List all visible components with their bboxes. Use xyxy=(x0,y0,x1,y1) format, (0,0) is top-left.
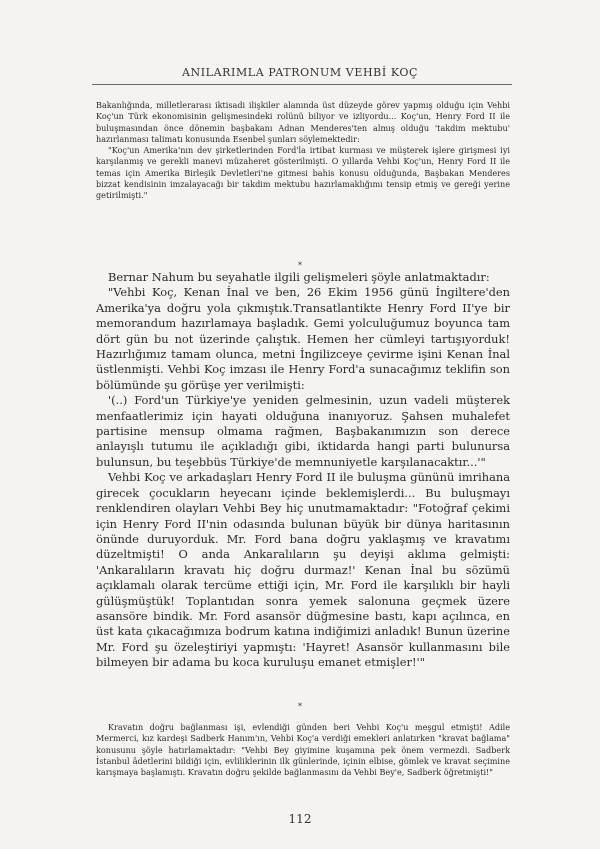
running-header: ANILARIMLA PATRONUM VEHBİ KOÇ xyxy=(181,66,419,79)
bottom-paragraph-1: Kravatın doğru bağlanması işi, evlendiği günden beri Vehbi Koç'u meşgul etmişti! Adile Mermerci, kız kardeşi Sadberk Hanım'ın, Vehbi Koç'a verdiği emekleri anlatırken "kravat bağlama" konusunu şöyle hatırlamaktadır: "Vehbi Bey giyimine kuşamına pek önem vermezdi. Sadberk İstanbul âdetlerini bildiği için, evliliklerinin ilk günlerinde, içinin elbise, gömlek ve kravat seçimine karışmaya başlamıştı. Kravatın doğru şekilde bağlanmasını da Vehbi Bey'e, Sadberk öğretmişti!" xyxy=(96,722,510,778)
main-paragraph-2: "Vehbi Koç, Kenan İnal ve ben, 26 Ekim 1956 günü İngiltere'den Amerika'ya doğru yola çıkmıştık.Transatlantikte Henry Ford II'ye bir memorandum hazırlamaya başladık. Gemi yolculuğumuz boyunca tam dört gün bu not üzerinde çalıştık. Hemen her cümleyi tartışıyorduk! Hazırlığımız tamam olunca, metni İngilizceye çevirme işini Kenan İnal üstlenmişti. Vehbi Koç imzası ile Henry Ford'a sunacağımız teklifin son bölümünde şu görüşe yer verilmişti: xyxy=(96,285,510,392)
main-paragraph-3: '(..) Ford'un Türkiye'ye yeniden gelmesinin, uzun vadeli müşterek menfaatlerimiz için hayati olduğuna inanıyoruz. Şahsen muhalefet partisine mensup olmama rağmen, Başbakanımızın son derece anlayışlı tutumu ile açıkladığı gibi, iktidarda hangi parti bulunursa bulunsun, bu teşebbüs Türkiye'de memnuniyetle karşılanacaktır...'" xyxy=(96,393,510,469)
header-rule xyxy=(92,84,512,85)
quoted-block-top xyxy=(96,100,510,202)
page-number: 112 xyxy=(288,812,312,826)
main-paragraph-4: Vehbi Koç ve arkadaşları Henry Ford II ile buluşma gününü imrihana girecek çocukların heyecanı içinde beklemişlerdi... Bu buluşmayı renklendiren olayları Vehbi Bey hiç unutmamaktadır: "Fotoğraf çekimi için Henry Ford II'nin odasında bulunan büyük bir dünya haritasının önünde duruyorduk. Mr. Ford bana doğru yaklaşmış ve kravatımı düzeltmişti! O anda Ankaralıların şu deyişi aklıma gelmişti: 'Ankaralıların kravatı hiç doğru durmaz!' Kenan İnal bu sözümü açıklamalı olarak tercüme ettiği için, Mr. Ford ile karşılıklı bir hayli gülüşmüştük! Toplantıdan sonra yemek salonuna geçmek üzere asansöre bindik. Mr. Ford asansör düğmesine bastı, kapı açılınca, en üst kata çıkacağımıza bodrum katına indiğimizi anladık! Bunun üzerine Mr. Ford şu özeleştiriyi yapmıştı: 'Hayret! Asansör kullanmasını bile bilmeyen bir adama bu koca kuruluşu emanet etmişler!'" xyxy=(96,470,510,670)
top-paragraph-1: Bakanlığında, milletlerarası iktisadi ilişkiler alanında üst düzeyde görev yapmış olduğu için Vehbi Koç'un Türk ekonomisinin gelişmesindeki rolünü biliyor ve izliyordu... Koç'un, Henry Ford II ile buluşmasından önce dönemin başbakanı Adnan Menderes'ten almış olduğu 'takdim mektubu' hazırlanması talimatı konusunda Esenbel şunları söylemektedir: xyxy=(96,100,510,144)
main-text xyxy=(96,270,510,671)
separator-asterisk: * xyxy=(298,702,302,711)
main-paragraph-1: Bernar Nahum bu seyahatle ilgili gelişmeleri şöyle anlatmaktadır: xyxy=(108,270,490,284)
separator-asterisk: * xyxy=(298,261,302,270)
top-paragraph-2: "Koç'un Amerika'nın dev şirketlerinden Ford'la irtibat kurması ve müşterek işlere girişmesi iyi karşılanmış ve gerekli manevi müzaheret gösterilmişti. O yıllarda Vehbi Koç'un, Henry Ford II ile temas için Amerika Birleşik Devletleri'ne gitmesi bahis konusu olduğunda, Başbakan Menderes bizzat kendisinin imzalayacağı bir takdim mektubu hazırlamaklığımı tensip etmiş ve gereği yerine getirilmişti." xyxy=(96,145,510,201)
quoted-block-bottom xyxy=(96,722,510,778)
